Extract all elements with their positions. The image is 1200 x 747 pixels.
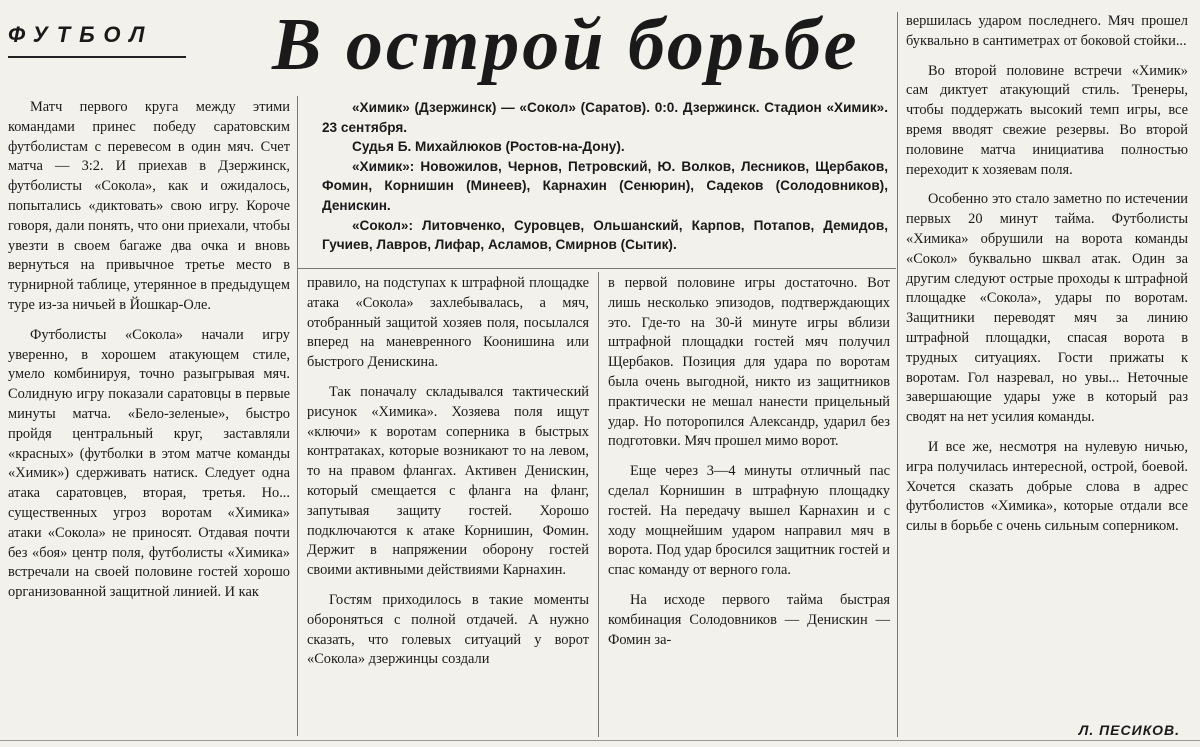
paragraph: правило, на подступах к штрафной площадке атака «Сокола» захлебывалась, а мяч, отобранный защитой хозяев поля, посылался вперед на маневренного Коонишина или быстрого Денискина. — [307, 275, 589, 371]
paragraph: На исходе первого тайма быстрая комбинация Солодовников — Денискин — Фомин за- — [608, 591, 890, 648]
author-signature: Л. ПЕСИКОВ. — [1078, 722, 1180, 738]
paragraph: И все же, несмотря на нулевую ничью, игра получилась интересной, острой, боевой. Хочется сказать добрые слова в адрес футболистов «Химика», которые отдали все силы в борьбе с очень сильным соперником. — [906, 438, 1188, 535]
article-column-2 — [307, 274, 589, 670]
paragraph: в первой половине игры достаточно. Вот лишь несколько эпизодов, подтверждающих это. Где-то на 30-й минуте игры вблизи штрафной площадки гостей мяч получил Щербаков. Позиция для удара по воротам была очень выгодной, никто из защитников практически не мешал нанести прицельный удар. Но поторопился Александр, ударил без подготовки. Мяч прошел мимо ворот. — [608, 275, 890, 450]
paragraph: Гостям приходилось в такие моменты обороняться с полной отдачей. А нужно сказать, что голевых ситуаций у ворот «Сокола» дзержинцы создали — [307, 591, 589, 668]
lineup-khimik: «Химик»: Новожилов, Чернов, Петровский, Ю. Волков, Лесников, Щербаков, Фомин, Корнишин (Минеев), Карнахин (Сенюрин), Садеков (Солодовников), Денискин. — [322, 158, 888, 213]
article-column-1 — [8, 98, 290, 603]
paragraph: Особенно это стало заметно по истечении первых 20 минут тайма. Футболисты «Химика» обрушили на ворота команды «Сокол» буквально шквал атак. Один за другим следуют острые проходы к штрафной площадке «Сокола», удары по воротам. Защитники переводят мяч за линию штрафной площадки, спасая ворота в трудных ситуациях. Гости прижаты к воротам. Гол назревал, но увы... Неточные завершающие удары уже в который раз сводят на нет усилия команды. — [906, 191, 1188, 426]
paragraph: Так поначалу складывался тактический рисунок «Химика». Хозяева поля ищут «ключи» к воротам соперника в быстрых контратаках, которые возникают то на левом, то на правом флангах. Активен Денискин, который смещается с фланга на фланг, запутывая защиту гостей. Хорошо подключаются к атаке Корнишин, Фомин. Держит в напряжении оборону гостей своими активными действиями Карнахин. — [307, 383, 589, 579]
page-bottom-edge — [0, 740, 1200, 741]
article-column-3 — [608, 274, 890, 650]
article-headline: В острой борьбе — [272, 4, 860, 86]
column-divider — [598, 272, 599, 737]
section-rubric: ФУТБОЛ — [8, 22, 154, 47]
referee: Судья Б. Михайлюков (Ростов-на-Дону). — [352, 139, 625, 155]
column-divider — [297, 96, 298, 736]
lineup-sokol: «Сокол»: Литовченко, Суровцев, Ольшанский, Карпов, Потапов, Демидов, Гучиев, Лавров, Лифар, Асламов, Смирнов (Сытик). — [322, 217, 888, 253]
rubric-underline — [8, 56, 186, 58]
match-result: «Химик» (Дзержинск) — «Сокол» (Саратов). 0:0. Дзержинск. Стадион «Химик». 23 сентября. — [322, 100, 888, 135]
article-column-4 — [906, 12, 1188, 537]
match-lineup — [322, 98, 888, 255]
paragraph: Футболисты «Сокола» начали игру уверенно, в хорошем атакующем стиле, умело комбинируя, точно разыгрывая мяч. Солидную игру показали саратовцы в первые минуты матча. «Бело-зеленые», быстро пройдя центральный круг, заставляли «красных» (футболки в этом матче команды «Химик») сдерживать натиск. Следует одна атака саратовцев, вторая, третья. Но... существенных угроз воротам «Химика» атаки «Сокола» не приносят. Отдавая почти без «боя» центр поля, футболисты «Химика» встречали на своей половине гостей хорошо организованной защитной линией. И как — [8, 326, 290, 601]
paragraph: Еще через 3—4 минуты отличный пас сделал Корнишин в штрафную площадку гостей. На передачу вышел Карнахин и с ходу мощнейшим ударом направил мяч в ворота. Под удар бросился защитник гостей и спас команду от верного гола. — [608, 463, 890, 579]
lineup-divider — [298, 268, 896, 269]
paragraph: Матч первого круга между этими командами принес победу саратовским футболистам с перевесом в один мяч. Счет матча — 3:2. И приехав в Дзержинск, футболисты «Сокола», как и ожидалось, попытались «диктовать» свою игру. Короче говоря, дали понять, что они приехали, чтобы увезти в своем багаже два очка и вновь вернуться на привычное третье место в турнирной таблице, утерянное в предыдущем туре из-за ничьей в Йошкар-Оле. — [8, 99, 290, 313]
paragraph: Во второй половине встречи «Химик» сам диктует атакующий стиль. Тренеры, чтобы поддержать высокий темп игры, все время вводят свежие резервы. Во второй половине матча инициатива полностью переходит к хозяевам поля. — [906, 62, 1188, 178]
column-divider — [897, 12, 898, 737]
paragraph: вершилась ударом последнего. Мяч прошел буквально в сантиметрах от боковой стойки... — [906, 13, 1188, 49]
